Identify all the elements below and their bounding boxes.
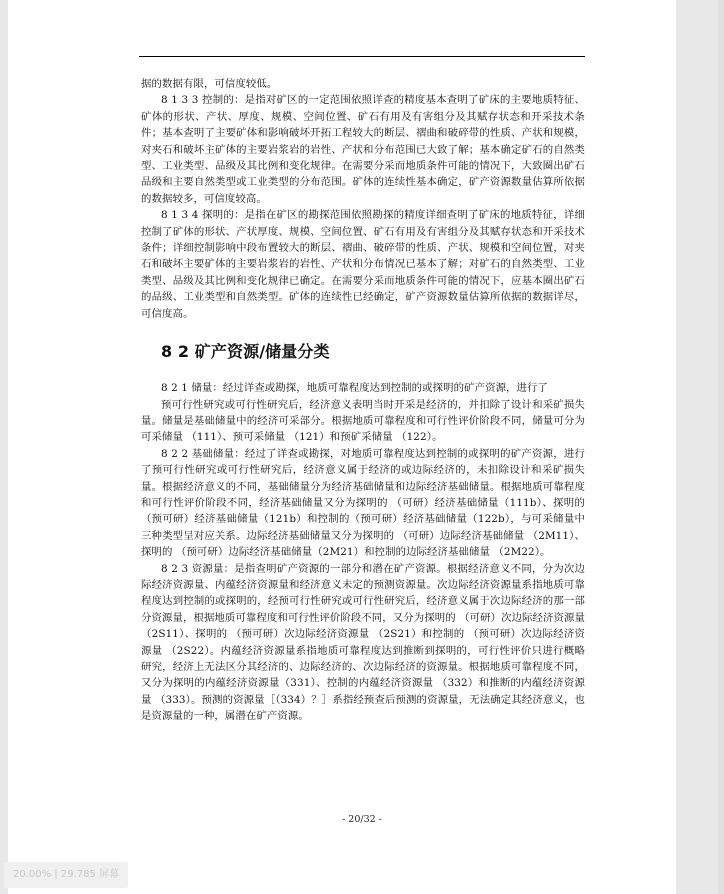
- header-rule: [139, 56, 585, 57]
- paragraph: 据的数据有限，可信度较低。: [141, 78, 278, 90]
- zoom-status-chip[interactable]: 20.00% | 29.785 屏幕: [4, 862, 128, 888]
- scrollbar[interactable]: [718, 0, 724, 894]
- paragraph-821-reserves: 预可行性研究或可行性研究后，经济意义表明当时开采是经济的，并扣除了设计和采矿损失量。储量是基础储量中的经济可采部分。根据地质可靠程度和可行性评价阶段不同，储量可分为可采储量 （111）、预可采储量 （121）和预矿采储量 （122）。: [141, 398, 585, 444]
- paragraph-823-resources: 8 2 3 资源量：是指查明矿产资源的一部分和潜在矿产资源。根据经济意义不同，分为次边际经济资源量、内蕴经济资源量和经济意义未定的预测资源量。次边际经济资源量系指地质可靠程度达到控制的或探明的，经预可行性研究或可行性研究后，经济意义属于次边际经济的那一部分资源量，根据地质可靠程度和可行性评价阶段不同，又分为探明的 （可研）次边际经济资源量 （2S11）、探明的 （预可研）次边际经济资源量 （2S21）和控制的 （预可研）次边际经济资源量 （2S22）。内蕴经济资源量系指地质可靠程度达到推断到探明的，可行性评价只进行概略研究，经济上无法区分其经济的、边际经济的、次边际经济的资源量。根据地质可靠程度不同，又分为探明的内蕴经济资源量（331）、控制的内蕴经济资源量 （332）和推断的内蕴经济资源量 （333）。预测的资源量［（334）？］系指经预查后预测的资源量，无法确定其经济意义，也是资源量的一种，属潜在矿产资源。: [141, 562, 586, 723]
- document-body: [141, 76, 585, 725]
- section-heading: 8 2 矿产资源/储量分类: [161, 342, 330, 362]
- paragraph-8134-proven: 8 1 3 4 探明的：是指在矿区的勘探范围依照勘探的精度详细查明了矿床的地质特征，详细控制了矿体的形状、产状厚度、规模、空间位置、矿石有用及有害组分及其赋存状态和开采技术条件；详细控制影响中段布置较大的断层、褶曲、破碎带的性质、产状、规模和空间位置，对夹石和破坏主要矿体的主要岩浆岩的岩性、产状和分布情况已基本了解；对矿石的自然类型、工业类型、品级及其比例和变化规律已确定。在需要分采而地质条件可能的情况下，应基本圈出矿石的品级、工业类型和自然类型。矿体的连续性已经确定，矿产资源数量估算所依据的数据详尽，可信度高。: [141, 209, 585, 320]
- page-number: - 20/32 -: [342, 814, 382, 825]
- paragraph-8134-control: 8 1 3 3 控制的：是指对矿区的一定范围依照详查的精度基本查明了矿床的主要地质特征、矿体的形状、产状、厚度、规模、空间位置、矿石有用及有害组分及其赋存状态和开采技术条件；基本查明了主要矿体和影响破坏开拓工程较大的断层、褶曲和破碎带的性质、产状和规模，对夹石和破坏主矿体的主要岩浆岩的岩性、产状和分布范围已大致了解；基本确定矿石的自然类型、工业类型、品级及其比例和变化规律。在需要分采而地质条件可能的情况下，大致圈出矿石品级和主要自然类型或工业类型的分布范围。矿体的连续性基本确定，矿产资源数量估算所依据的数据较多，可信度较高。: [141, 94, 585, 205]
- paragraph-822-basic-reserves: 8 2 2 基础储量：经过了详查或勘探，对地质可靠程度达到控制的或探明的矿产资源，进行了预可行性研究或可行性研究后，经济意义属于经济的或边际经济的，未扣除设计和采矿损失量。根据经济意义的不同，基础储量分为经济基础储量和边际经济基础储量。根据地质可靠程度和可行性评价阶段不同，经济基础储量又分为探明的 （可研）经济基础储量（111b）、探明的（预可研）经济基础储量（121b）和控制的（预可研）经济基础储量（122b），与可采储量中三种类型呈对应关系。边际经济基础储量又分为探明的 （可研）边际经济基础储量 （2M11）、探明的 （预可研）边际经济基础储量（2M21）和控制的边际经济基础储量 （2M22）。: [141, 447, 585, 559]
- paragraph-821-reserves-line1: 8 2 1 储量：经过详查或勘探，地质可靠程度达到控制的或探明的矿产资源，进行了: [161, 382, 549, 395]
